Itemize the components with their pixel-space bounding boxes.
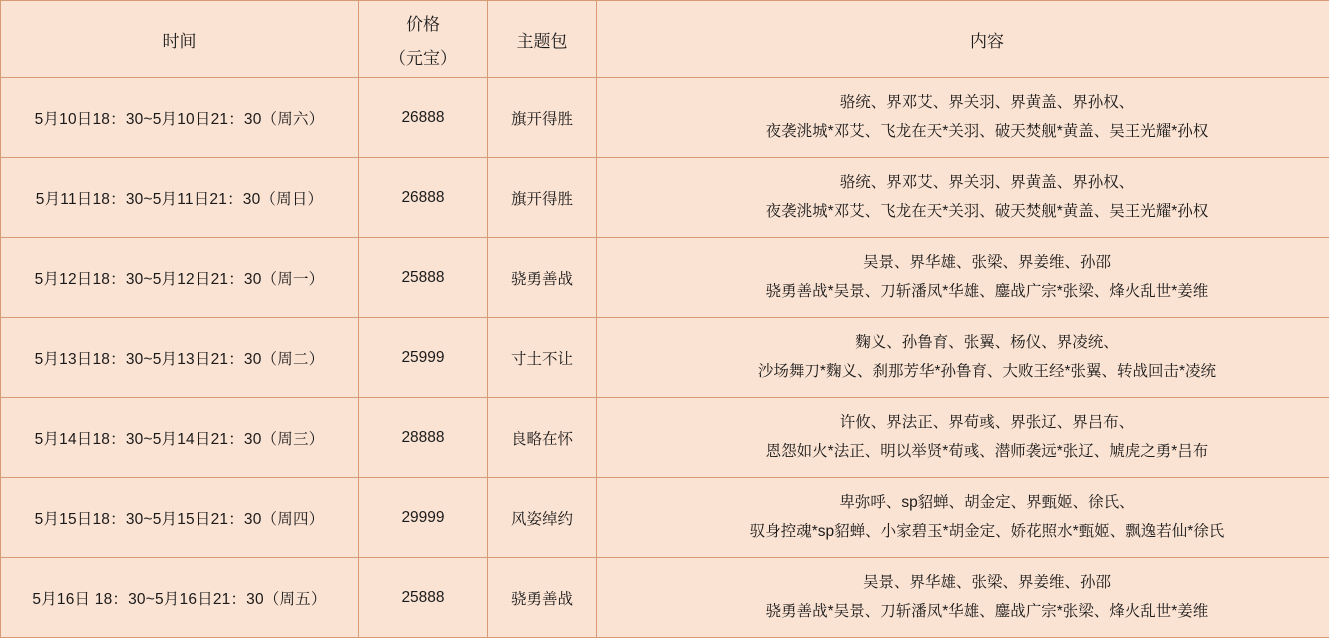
cell-content [597,238,1329,318]
cell-pack: 骁勇善战 [488,558,597,638]
table-row [1,238,1329,318]
header-price-unit: （元宝） [365,44,481,69]
cell-price: 26888 [359,78,488,158]
cell-pack: 寸土不让 [488,318,597,398]
cell-content [597,558,1329,638]
table-body [1,78,1329,638]
header-time: 时间 [1,1,359,78]
content-line-2: 夜袭洮城*邓艾、飞龙在天*关羽、破天焚舰*黄盖、吴王光耀*孙权 [603,118,1329,147]
cell-time: 5月12日18：30~5月12日21：30（周一） [1,238,359,318]
cell-time: 5月10日18：30~5月10日21：30（周六） [1,78,359,158]
cell-time: 5月13日18：30~5月13日21：30（周二） [1,318,359,398]
header-content: 内容 [597,1,1329,78]
content-line-2: 骁勇善战*吴景、刀斩潘凤*华雄、鏖战广宗*张梁、烽火乱世*姜维 [603,278,1329,307]
cell-price: 25999 [359,318,488,398]
cell-price: 26888 [359,158,488,238]
cell-price: 25888 [359,558,488,638]
content-line-1: 骆统、界邓艾、界关羽、界黄盖、界孙权、 [603,169,1329,198]
content-line-1: 吴景、界华雄、张梁、界姜维、孙邵 [603,249,1329,278]
table-row [1,318,1329,398]
cell-pack: 良略在怀 [488,398,597,478]
table-row [1,398,1329,478]
table-row [1,478,1329,558]
cell-price: 25888 [359,238,488,318]
cell-content [597,398,1329,478]
header-price [359,1,488,78]
cell-pack: 风姿绰约 [488,478,597,558]
cell-time: 5月15日18：30~5月15日21：30（周四） [1,478,359,558]
content-line-1: 卑弥呼、sp貂蝉、胡金定、界甄姬、徐氏、 [603,489,1329,518]
header-pack: 主题包 [488,1,597,78]
header-row [1,1,1329,78]
content-line-1: 麴义、孙鲁育、张翼、杨仪、界凌统、 [603,329,1329,358]
content-line-1: 骆统、界邓艾、界关羽、界黄盖、界孙权、 [603,89,1329,118]
content-line-1: 吴景、界华雄、张梁、界姜维、孙邵 [603,569,1329,598]
table-row [1,558,1329,638]
cell-time: 5月16日 18：30~5月16日21：30（周五） [1,558,359,638]
cell-time: 5月14日18：30~5月14日21：30（周三） [1,398,359,478]
cell-price: 28888 [359,398,488,478]
cell-time: 5月11日18：30~5月11日21：30（周日） [1,158,359,238]
cell-content [597,478,1329,558]
content-line-2: 沙场舞刀*麴义、刹那芳华*孙鲁育、大败王经*张翼、转战回击*凌统 [603,358,1329,387]
cell-pack: 旗开得胜 [488,158,597,238]
cell-pack: 旗开得胜 [488,78,597,158]
content-line-2: 骁勇善战*吴景、刀斩潘凤*华雄、鏖战广宗*张梁、烽火乱世*姜维 [603,598,1329,627]
table-header [1,1,1329,78]
cell-content [597,158,1329,238]
content-line-2: 夜袭洮城*邓艾、飞龙在天*关羽、破天焚舰*黄盖、吴王光耀*孙权 [603,198,1329,227]
table-row [1,158,1329,238]
content-line-1: 许攸、界法正、界荀彧、界张辽、界吕布、 [603,409,1329,438]
cell-content [597,78,1329,158]
content-line-2: 驭身控魂*sp貂蝉、小家碧玉*胡金定、娇花照水*甄姬、飘逸若仙*徐氏 [603,518,1329,547]
cell-content [597,318,1329,398]
cell-pack: 骁勇善战 [488,238,597,318]
content-line-2: 恩怨如火*法正、明以举贤*荀彧、潜师袭远*张辽、虓虎之勇*吕布 [603,438,1329,467]
table-row [1,78,1329,158]
header-price-main: 价格 [365,10,481,35]
cell-price: 29999 [359,478,488,558]
